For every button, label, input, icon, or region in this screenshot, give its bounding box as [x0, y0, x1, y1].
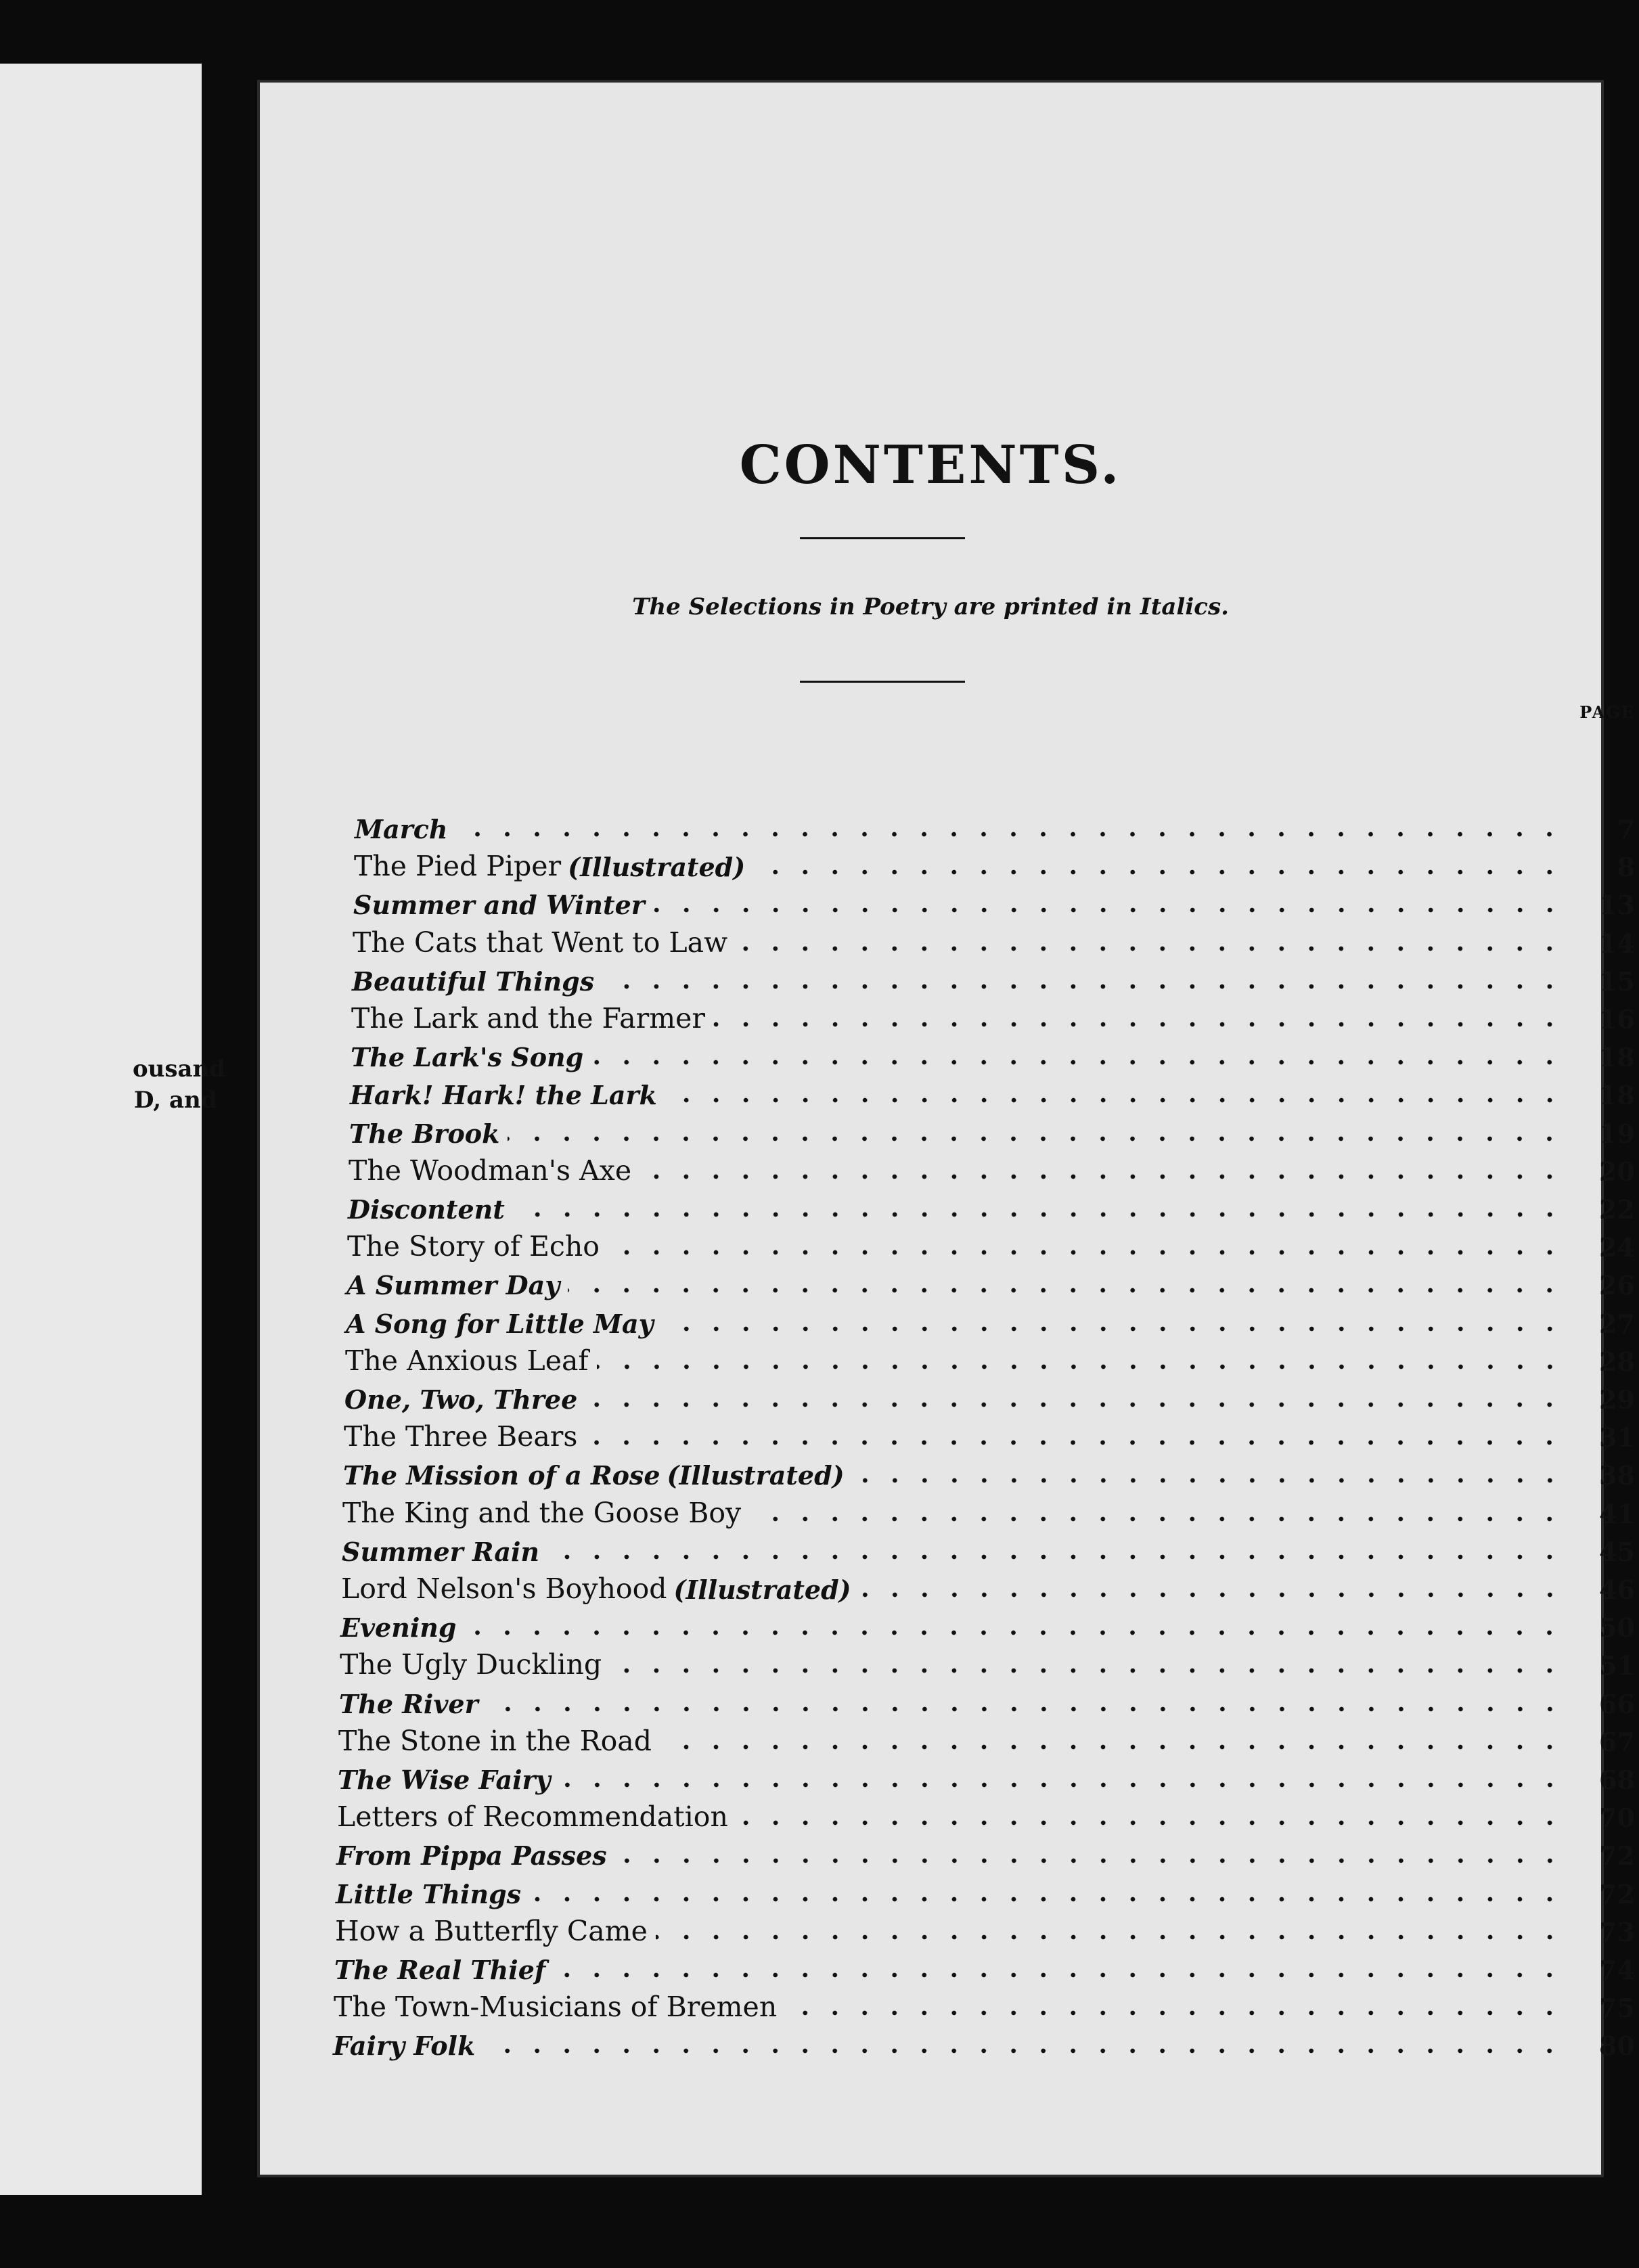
- entry-page-number: 73: [1599, 1916, 1635, 1947]
- entry-page-number: 67: [1599, 1726, 1635, 1757]
- contents-entry: [340, 1643, 1635, 1681]
- entry-page-number: 14: [1599, 928, 1635, 959]
- entry-title: Summer Rain: [342, 1536, 540, 1567]
- entry-page-number: 80: [1599, 2031, 1635, 2062]
- entry-title: Hark! Hark! the Lark: [350, 1080, 657, 1111]
- contents-entry: [340, 1605, 1635, 1643]
- contents-entry: [339, 1681, 1635, 1719]
- dot-leader: [554, 1970, 1565, 1980]
- entry-page-number: 13: [1599, 890, 1635, 921]
- dot-leader: [508, 1134, 1565, 1143]
- entry-title: The Mission of a Rose: [343, 1460, 660, 1491]
- dot-leader: [608, 1248, 1565, 1257]
- contents-entry: [352, 959, 1635, 997]
- dot-leader: [585, 1400, 1565, 1409]
- entry-title: Discontent: [348, 1194, 505, 1225]
- contents-entry: [342, 1491, 1635, 1529]
- entry-title: Little Things: [336, 1878, 522, 1909]
- entry-page-number: 24: [1599, 1232, 1635, 1263]
- entry-page-number: 45: [1599, 1536, 1635, 1567]
- facing-page-fragment-2: D, and: [134, 1087, 217, 1114]
- entry-page-number: 70: [1599, 1802, 1635, 1834]
- facing-page-fragment-1: ousand: [133, 1056, 226, 1083]
- entry-title: Letters of Recommendation: [337, 1800, 728, 1834]
- entry-title: One, Two, Three: [344, 1384, 578, 1415]
- dot-leader: [736, 944, 1565, 953]
- dot-leader: [615, 1856, 1565, 1865]
- contents-entry: [343, 1453, 1635, 1491]
- entry-page-number: 46: [1599, 1574, 1635, 1605]
- contents-entry: [349, 1111, 1635, 1149]
- entry-page-number: 18: [1599, 1042, 1635, 1073]
- entry-title: A Song for Little May: [346, 1308, 654, 1339]
- dot-leader: [656, 1932, 1565, 1942]
- entry-page-number: 51: [1599, 1650, 1635, 1681]
- contents-entry: [344, 1415, 1635, 1453]
- contents-entry: [346, 1301, 1635, 1339]
- contents-entry: [350, 1072, 1635, 1110]
- entry-page-number: 20: [1599, 1156, 1635, 1187]
- entry-page-number: 74: [1599, 1955, 1635, 1985]
- dot-leader: [853, 1476, 1565, 1485]
- page-column-label: PAGE: [1579, 702, 1635, 722]
- dot-leader: [529, 1895, 1565, 1904]
- entry-title: A Summer Day: [346, 1270, 560, 1301]
- entry-title: Summer and Winter: [353, 890, 645, 921]
- entry-title: From Pippa Passes: [336, 1840, 607, 1872]
- entry-title: The Ugly Duckling: [340, 1648, 602, 1681]
- dot-leader: [585, 1438, 1565, 1447]
- entry-title: The Lark and the Farmer: [351, 1002, 705, 1035]
- contents-entry: [353, 882, 1635, 920]
- dot-leader: [455, 830, 1565, 839]
- entry-title: The Story of Echo: [347, 1230, 600, 1263]
- contents-entry: [354, 844, 1635, 882]
- dot-leader: [487, 1704, 1565, 1714]
- contents-entry: [349, 1149, 1635, 1187]
- contents-entry: [338, 1719, 1635, 1757]
- entry-title: The Lark's Song: [351, 1042, 584, 1073]
- entry-page-number: 15: [1599, 966, 1635, 997]
- dot-leader: [639, 1172, 1565, 1181]
- entry-title: The Pied Piper: [354, 850, 562, 883]
- entry-page-number: 72: [1599, 1878, 1635, 1909]
- entry-page-number: 66: [1599, 1688, 1635, 1719]
- entry-page-number: 68: [1599, 1765, 1635, 1795]
- entry-title: The Woodman's Axe: [349, 1154, 632, 1187]
- contents-entry: [333, 2023, 1635, 2061]
- entry-page-number: 27: [1599, 1308, 1635, 1339]
- entry-title: Fairy Folk: [333, 2031, 476, 2062]
- contents-entry: [355, 807, 1635, 844]
- entry-illustrated-note: (Illustrated): [667, 1460, 845, 1491]
- entry-title: The River: [339, 1688, 478, 1719]
- entry-title: Evening: [340, 1612, 457, 1643]
- contents-entry: [347, 1225, 1635, 1263]
- entry-page-number: 26: [1599, 1270, 1635, 1301]
- entry-page-number: 18: [1599, 1080, 1635, 1111]
- facing-page: [0, 64, 226, 2195]
- dot-leader: [859, 1590, 1565, 1600]
- dot-leader: [662, 1324, 1565, 1334]
- dot-leader: [559, 1780, 1565, 1790]
- entry-page-number: 7: [1617, 814, 1635, 844]
- dot-leader: [653, 905, 1565, 915]
- contents-entry: [336, 1833, 1635, 1871]
- entry-page-number: 28: [1599, 1346, 1635, 1377]
- dot-leader: [602, 982, 1565, 991]
- entry-page-number: 72: [1599, 1840, 1635, 1872]
- entry-title: The Wise Fairy: [338, 1765, 551, 1795]
- entry-page-number: 19: [1599, 1118, 1635, 1149]
- entry-title: The Town-Musicians of Bremen: [334, 1991, 778, 2024]
- dot-leader: [660, 1742, 1565, 1752]
- contents-entry: [345, 1339, 1635, 1377]
- dot-leader: [464, 1628, 1565, 1637]
- entry-page-number: 22: [1599, 1194, 1635, 1225]
- entry-title: Beautiful Things: [352, 966, 595, 997]
- entry-page-number: 8: [1617, 852, 1635, 883]
- contents-entry: [351, 1035, 1635, 1072]
- entry-page-number: 29: [1599, 1384, 1635, 1415]
- dot-leader: [591, 1058, 1565, 1067]
- contents-entry: [351, 997, 1635, 1035]
- contents-entry: [344, 1377, 1635, 1415]
- entry-title: Lord Nelson's Boyhood: [341, 1572, 667, 1605]
- entry-illustrated-note: (Illustrated): [673, 1574, 851, 1605]
- dot-leader: [568, 1286, 1565, 1295]
- dot-leader: [665, 1095, 1565, 1105]
- dot-leader: [513, 1210, 1565, 1219]
- contents-entry: [342, 1529, 1635, 1567]
- contents-entry: [334, 1947, 1635, 1985]
- contents-entry: [348, 1187, 1635, 1225]
- dot-leader: [749, 1514, 1565, 1524]
- entry-page-number: 75: [1599, 1993, 1635, 2024]
- entry-page-number: 50: [1599, 1612, 1635, 1643]
- entry-page-number: 41: [1599, 1498, 1635, 1529]
- contents-entry: [337, 1795, 1635, 1833]
- italics-note: The Selections in Poetry are printed in Italics.: [632, 593, 1229, 620]
- note-divider: [800, 681, 965, 683]
- entry-title: The Three Bears: [344, 1420, 578, 1453]
- entry-page-number: 16: [1599, 1004, 1635, 1035]
- dot-leader: [736, 1818, 1565, 1828]
- dot-leader: [547, 1552, 1565, 1562]
- contents-entry: [334, 1985, 1635, 2023]
- contents-page: [257, 80, 1635, 2177]
- entry-page-number: 38: [1599, 1460, 1635, 1491]
- contents-entry: [346, 1263, 1635, 1300]
- entry-title: The Brook: [349, 1118, 500, 1149]
- dot-leader: [753, 867, 1565, 877]
- entry-title: The Stone in the Road: [338, 1724, 652, 1757]
- entry-title: The Anxious Leaf: [345, 1344, 589, 1377]
- entry-page-number: 31: [1599, 1422, 1635, 1453]
- contents-entry: [335, 1909, 1635, 1947]
- dot-leader: [785, 2008, 1565, 2018]
- entry-title: How a Butterfly Came: [335, 1914, 648, 1947]
- entry-title: The Real Thief: [334, 1955, 546, 1985]
- contents-entry: [338, 1757, 1635, 1795]
- page-title: CONTENTS.: [739, 434, 1122, 496]
- contents-entry: [341, 1567, 1635, 1605]
- contents-entry: [336, 1872, 1635, 1909]
- dot-leader: [597, 1362, 1565, 1371]
- entry-title: The Cats that Went to Law: [353, 926, 728, 959]
- contents-entry: [353, 921, 1635, 959]
- dot-leader: [610, 1666, 1565, 1675]
- dot-leader: [483, 2046, 1565, 2056]
- title-divider: [800, 537, 965, 539]
- entry-title: The King and the Goose Boy: [342, 1496, 742, 1529]
- dot-leader: [713, 1020, 1565, 1029]
- entry-title: March: [355, 814, 448, 844]
- entry-illustrated-note: (Illustrated): [568, 852, 746, 883]
